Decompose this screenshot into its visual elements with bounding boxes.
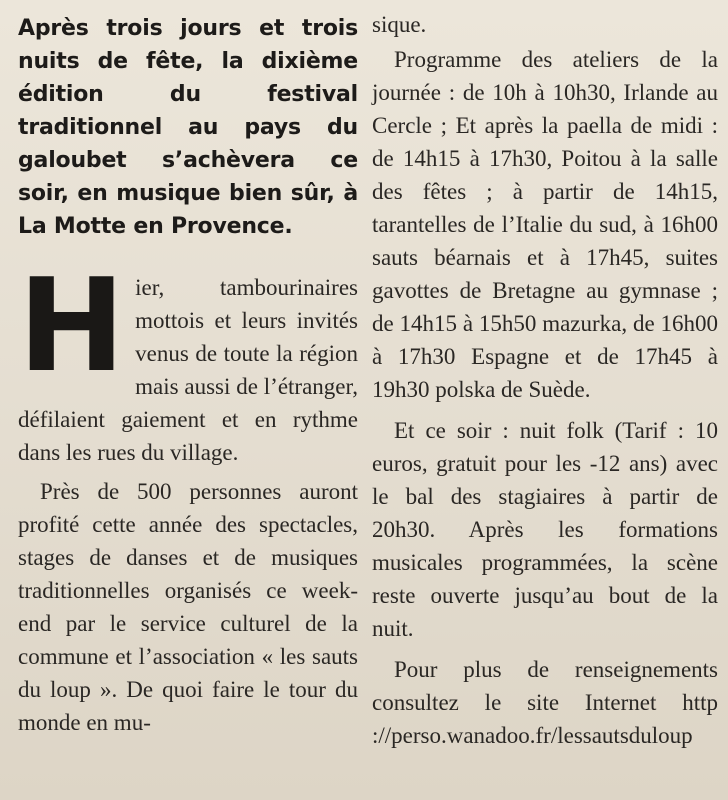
paragraph-2-continuation: sique. bbox=[372, 12, 427, 37]
drop-cap-letter: H bbox=[18, 252, 126, 401]
first-paragraph bbox=[18, 252, 358, 469]
left-column bbox=[18, 12, 358, 739]
paragraph-5-info: Pour plus de renseignements consultez le site Internet http ://perso.wanadoo.fr/lessautsduloup bbox=[372, 657, 718, 748]
paragraph-1: ier, tambourinaires mottois et leurs invités venus de toute la région mais aussi de l’étranger, défilaient gaiement et en rythme dans les rues du village. bbox=[18, 275, 358, 465]
paragraph-4-tonight: Et ce soir : nuit folk (Tarif : 10 euros, gratuit pour les -12 ans) avec le bal des stagiaires à partir de 20h30. Après les formations musicales programmées, la scène reste ouverte jusqu’au bout de la nuit. bbox=[372, 418, 718, 641]
paragraph-3-program: Programme des ateliers de la journée : de 10h à 10h30, Irlande au Cercle ; Et après la paella de midi : de 14h15 à 17h30, Poitou à la salle des fêtes ; à partir de 14h15, tarantelles de l’Italie du sud, à 16h00 sauts béarnais et à 17h45, suites gavottes de Bretagne au gymnase ; de 14h15 à 15h50 mazurka, de 16h00 à 17h30 Espagne et de 17h45 à 19h30 polska de Suède. bbox=[372, 47, 718, 402]
article-lead: Après trois jours et trois nuits de fête, la dixième édition du festival traditionnel au pays du galoubet s’achèvera ce soir, en musique bien sûr, à La Motte en Provence. bbox=[18, 16, 358, 239]
right-column bbox=[372, 8, 718, 752]
paragraph-2: Près de 500 personnes auront profité cette année des spectacles, stages de danses et de musiques traditionnelles organisés ce week-end par le service culturel de la commune et l’association « les sauts du loup ». De quoi faire le tour du monde en mu- bbox=[18, 479, 358, 735]
